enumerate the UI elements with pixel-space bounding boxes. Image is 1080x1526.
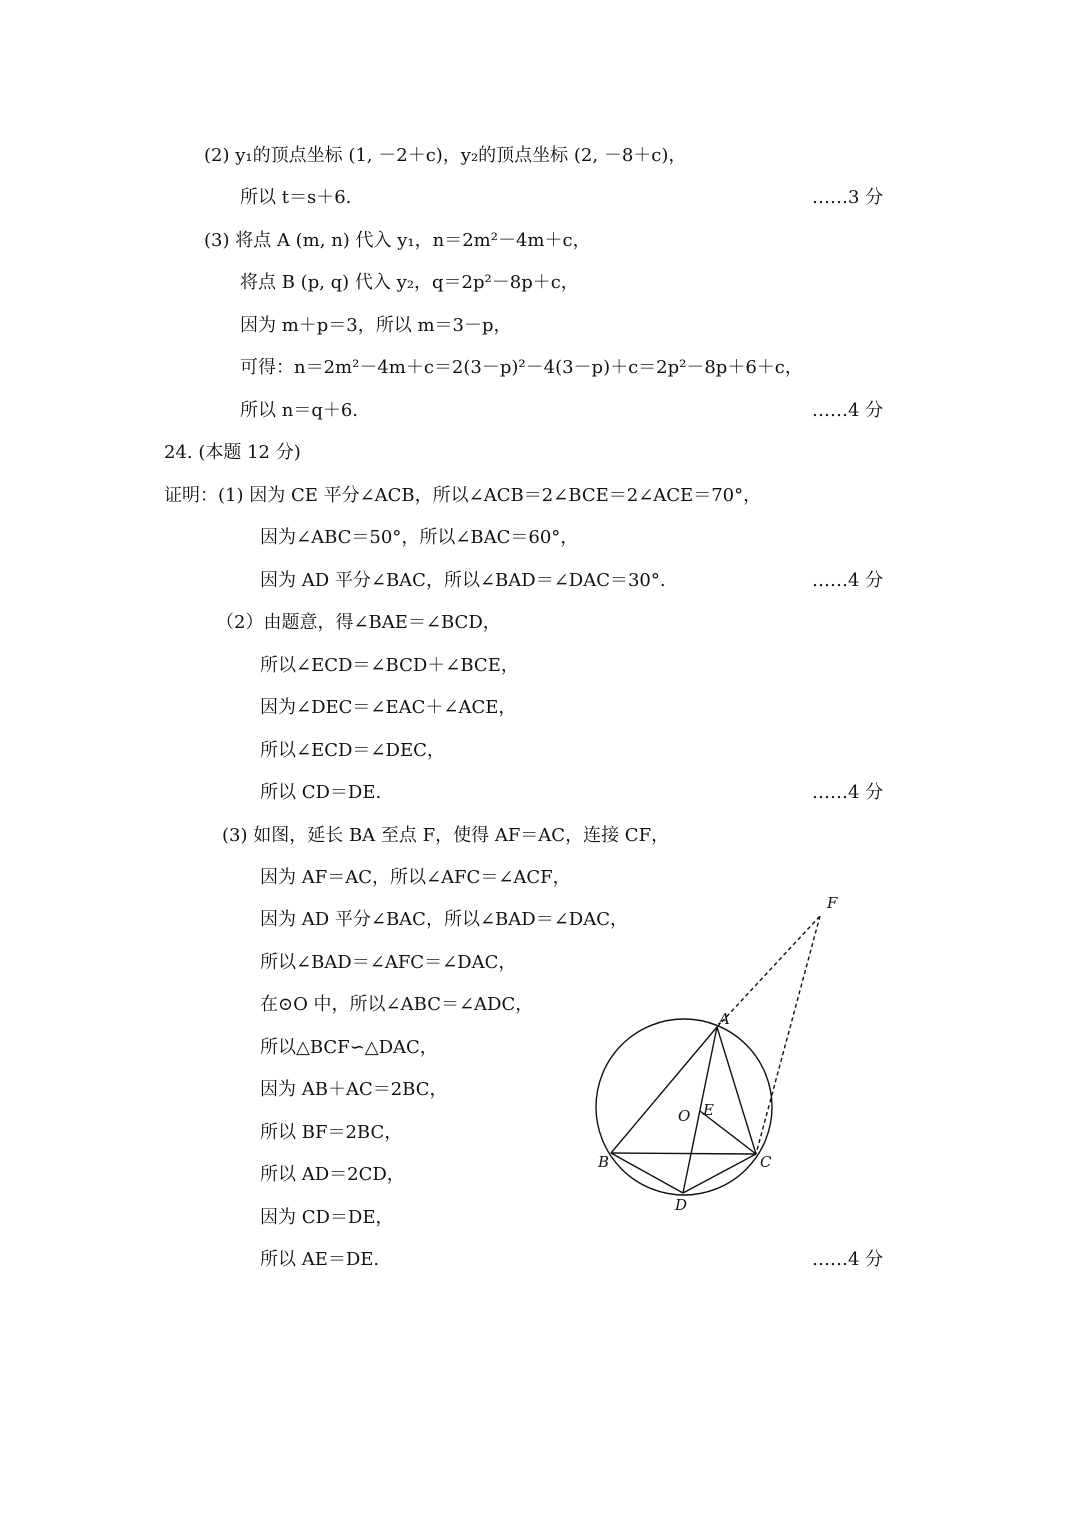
segment-cf-dashed (756, 916, 820, 1154)
label-f: F (827, 894, 838, 912)
solution-line: 所以 BF＝2BC， (260, 1122, 403, 1143)
label-c: C (760, 1153, 772, 1171)
solution-line: 所以 n＝q＋6. (240, 400, 359, 421)
label-b: B (598, 1153, 610, 1171)
solution-line: 将点 B (p, q) 代入 y₂，q＝2p²－8p＋c， (240, 272, 579, 293)
solution-line: 因为∠ABC＝50°，所以∠BAC＝60°， (260, 527, 579, 548)
solution-line: 所以 AE＝DE. (260, 1249, 380, 1270)
solution-line: 所以 CD＝DE. (260, 782, 382, 803)
solution-line: 因为 AB＋AC＝2BC， (260, 1079, 448, 1100)
solution-line: 因为 CD＝DE， (260, 1207, 394, 1228)
solution-line: 所以△BCF∽△DAC， (260, 1037, 438, 1058)
solution-line: 因为∠DEC＝∠EAC＋∠ACE， (260, 697, 517, 718)
solution-line: 所以 AD＝2CD， (260, 1164, 405, 1185)
solution-line: (2) y₁的顶点坐标 (1, －2＋c)，y₂的顶点坐标 (2, －8＋c)， (204, 145, 687, 166)
label-e: E (703, 1101, 714, 1119)
label-d: D (675, 1196, 688, 1214)
solution-line: 所以∠ECD＝∠DEC， (260, 740, 445, 761)
solution-line: 所以∠ECD＝∠BCD＋∠BCE， (260, 655, 519, 676)
solution-line: 可得：n＝2m²－4m＋c＝2(3－p)²－4(3－p)＋c＝2p²－8p＋6＋c， (240, 357, 803, 378)
solution-line: 因为 AF＝AC，所以∠AFC＝∠ACF， (260, 867, 571, 888)
solution-line: 因为 m＋p＝3，所以 m＝3－p， (240, 315, 512, 336)
solution-line: 所以∠BAD＝∠AFC＝∠DAC， (260, 952, 517, 973)
segment-ab (611, 1027, 717, 1153)
solution-line: 所以 t＝s＋6. (240, 187, 352, 208)
label-o: O (678, 1107, 691, 1125)
solution-line: (3) 将点 A (m, n) 代入 y₁，n＝2m²－4m＋c， (204, 230, 591, 251)
solution-line: 因为 AD 平分∠BAC，所以∠BAD＝∠DAC＝30°. (260, 570, 666, 591)
segment-ac (717, 1027, 756, 1154)
score-mark: ……4 分 (812, 400, 884, 421)
solution-line: (3) 如图，延长 BA 至点 F，使得 AF＝AC，连接 CF， (222, 825, 670, 846)
score-mark: ……4 分 (812, 782, 884, 803)
segment-bc (611, 1153, 756, 1154)
question-heading: 24. (本题 12 分) (164, 442, 301, 463)
score-mark: ……4 分 (812, 1249, 884, 1270)
score-mark: ……3 分 (812, 187, 884, 208)
score-mark: ……4 分 (812, 570, 884, 591)
label-a: A (719, 1010, 730, 1028)
solution-line: 在⊙O 中，所以∠ABC＝∠ADC， (260, 994, 534, 1015)
solution-line: 证明：(1) 因为 CE 平分∠ACB，所以∠ACB＝2∠BCE＝2∠ACE＝70°， (164, 485, 762, 506)
solution-line: （2）由题意，得∠BAE＝∠BCD， (216, 612, 501, 633)
solution-line: 因为 AD 平分∠BAC，所以∠BAD＝∠DAC， (260, 909, 628, 930)
